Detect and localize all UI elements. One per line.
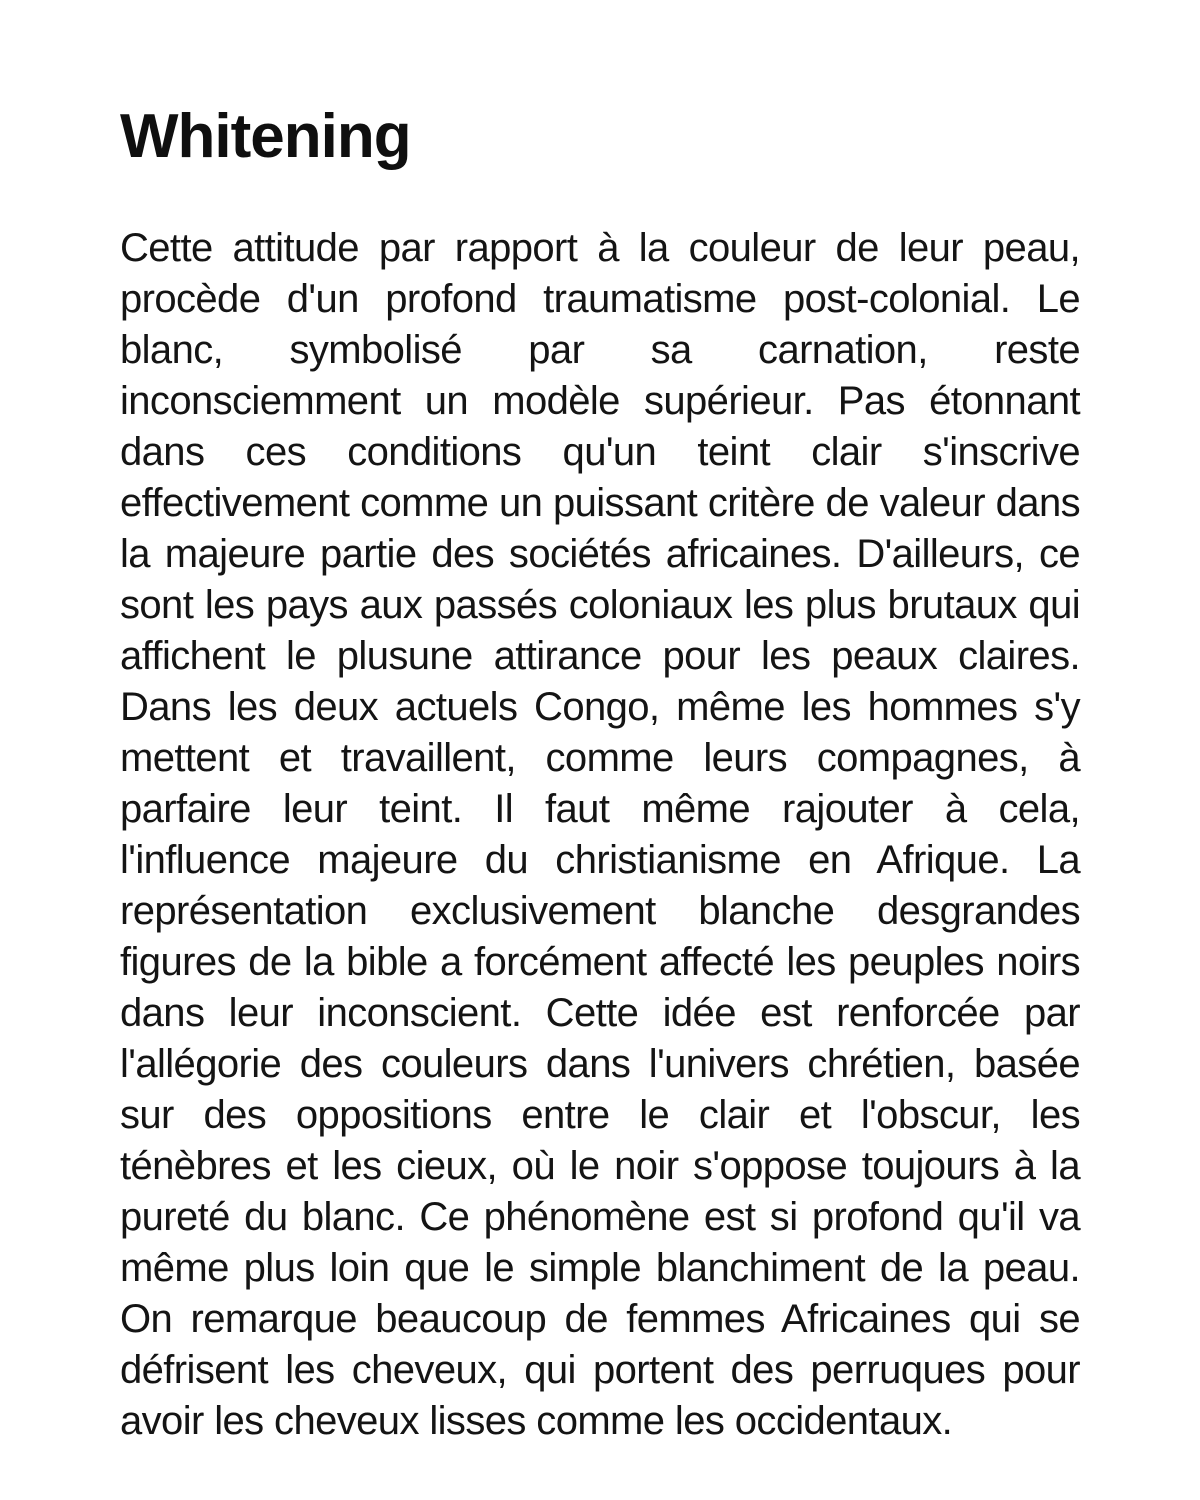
body-paragraph: Cette attitude par rapport à la couleur de leur peau, procède d'un profond traumatisme post-colonial. Le blanc, symbolisé par sa carnation, reste inconsciemment un modèle supérieur. Pas étonnant dans ces conditions qu'un teint clair s'inscrive effectivement comme un puissant critère de valeur dans la majeure partie des sociétés africaines. D'ailleurs, ce sont les pays aux passés coloniaux les plus brutaux qui affichent le plusune attirance pour les peaux claires. Dans les deux actuels Congo, même les hommes s'y mettent et travaillent, comme leurs compagnes, à parfaire leur teint. Il faut même rajouter à cela, l'influence majeure du christianisme en Afrique. La représentation exclusivement blanche desgrandes figures de la bible a forcément affecté les peuples noirs dans leur inconscient. Cette idée est renforcée par l'allégorie des couleurs dans l'univers chrétien, basée sur des oppositions entre le clair et l'obscur, les ténèbres et les cieux, où le noir s'oppose toujours à la pureté du blanc. Ce phénomène est si profond qu'il va même plus loin que le simple blanchiment de la peau. On remarque beaucoup de femmes Africaines qui se défrisent les cheveux, qui portent des perruques pour avoir les cheveux lisses comme les occidentaux.	[120, 226, 1080, 1444]
page-title: Whitening	[120, 102, 411, 171]
